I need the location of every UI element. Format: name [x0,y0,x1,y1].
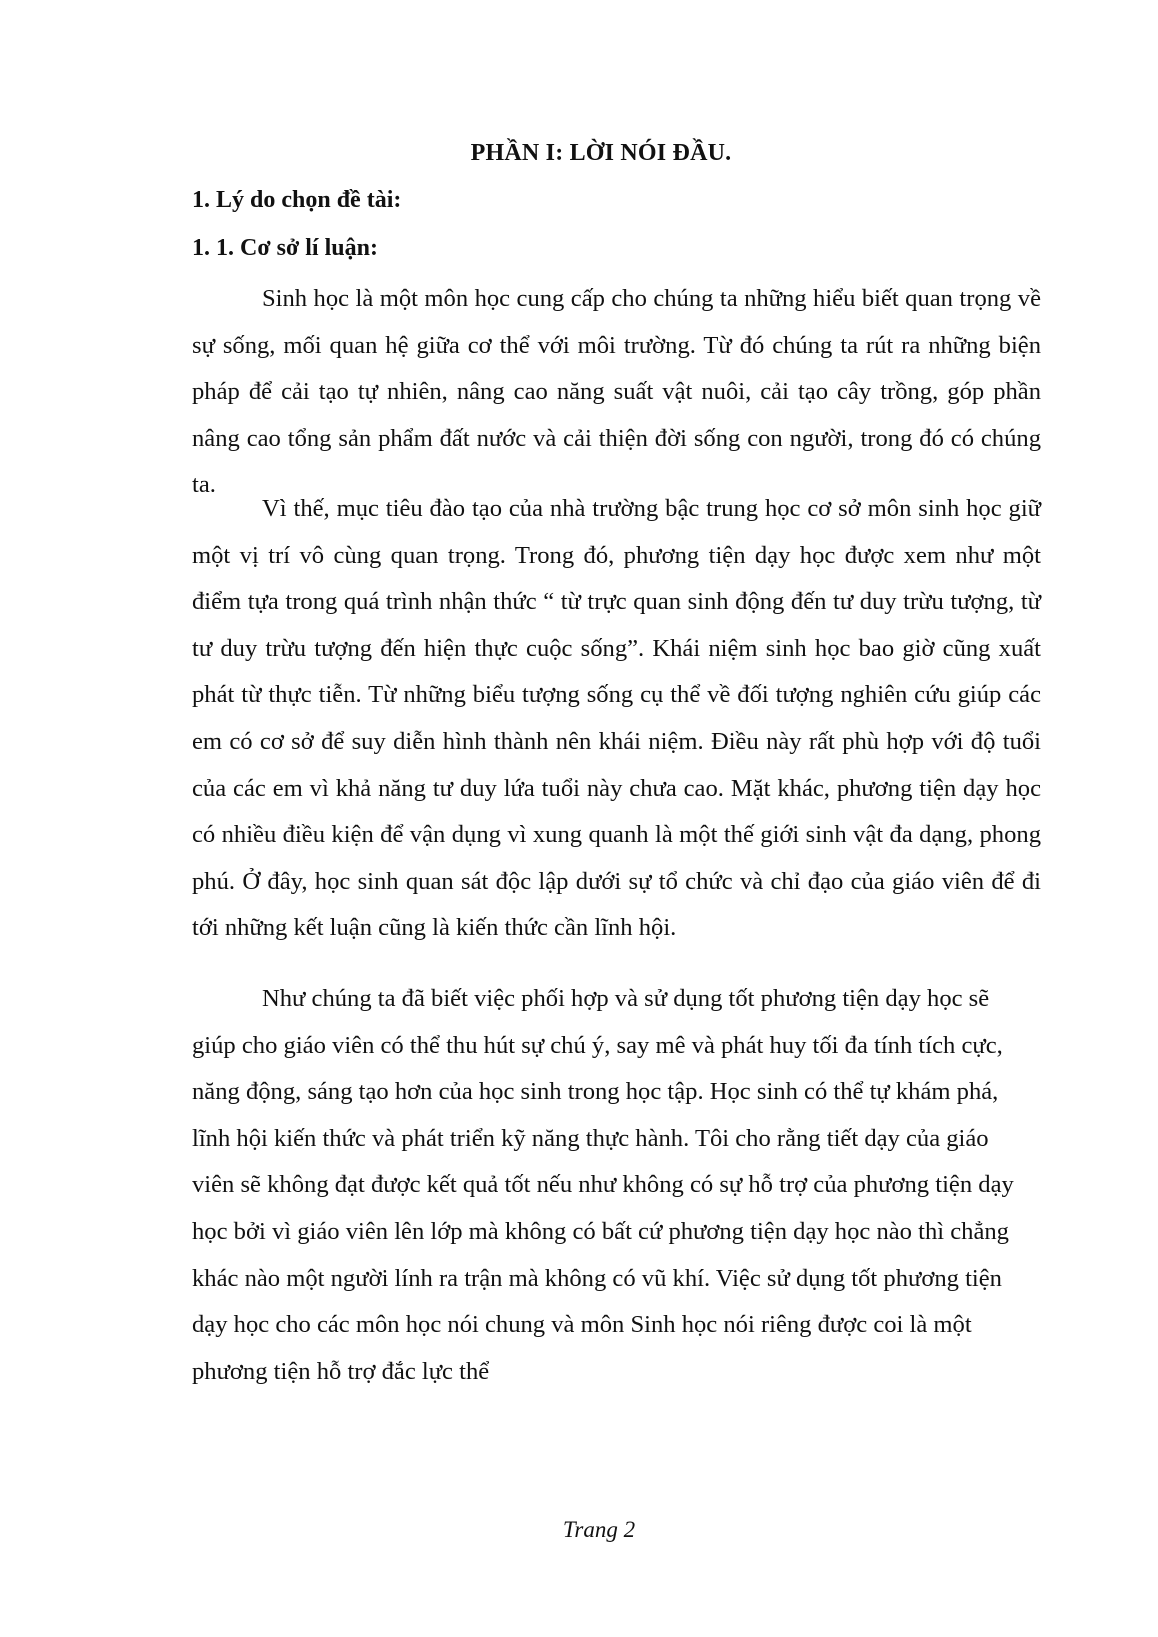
section-heading: 1. Lý do chọn đề tài: [192,187,402,213]
paragraph-2: Vì thế, mục tiêu đào tạo của nhà trường bậc trung học cơ sở môn sinh học giữ một vị trí vô cùng quan trọng. Trong đó, phương tiện dạy học được xem như một điểm tựa trong quá trình nhận thức “ từ trực quan sinh động đến tư duy trừu tượng, từ tư duy trừu tượng đến hiện thực cuộc sống”. Khái niệm sinh học bao giờ cũng xuất phát từ thực tiễn. Từ những biểu tượng sống cụ thể về đối tượng nghiên cứu giúp các em có cơ sở để suy diễn hình thành nên khái niệm. Điều này rất phù hợp với độ tuổi của các em vì khả năng tư duy lứa tuổi này chưa cao. Mặt khác, phương tiện dạy học có nhiều điều kiện để vận dụng vì xung quanh là một thế giới sinh vật đa dạng, phong phú. Ở đây, học sinh quan sát độc lập dưới sự tổ chức và chỉ đạo của giáo viên để đi tới những kết luận cũng là kiến thức cần lĩnh hội. [192,495,1041,942]
paragraph-1-block [192,276,1041,509]
page-title: PHẦN I: LỜI NÓI ĐẦU. [470,140,732,166]
paragraph-3: Như chúng ta đã biết việc phối hợp và sử dụng tốt phương tiện dạy học sẽ giúp cho giáo viên có thể thu hút sự chú ý, say mê và phát huy tối đa tính tích cực, năng động, sáng tạo hơn của học sinh trong học tập. Học sinh có thể tự khám phá, lĩnh hội kiến thức và phát triển kỹ năng thực hành. Tôi cho rằng tiết dạy của giáo viên sẽ không đạt được kết quả tốt nếu như không có sự hỗ trợ của phương tiện dạy học bởi vì giáo viên lên lớp mà không có bất cứ phương tiện dạy học nào thì chẳng khác nào một người lính ra trận mà không có vũ khí. Việc sử dụng tốt phương tiện dạy học cho các môn học nói chung và môn Sinh học nói riêng được coi là một phương tiện hỗ trợ đắc lực thể [192,985,1014,1385]
paragraph-3-block [192,976,1030,1395]
paragraph-1: Sinh học là một môn học cung cấp cho chúng ta những hiểu biết quan trọng về sự sống, mối quan hệ giữa cơ thể với môi trường. Từ đó chúng ta rút ra những biện pháp để cải tạo tự nhiên, nâng cao năng suất vật nuôi, cải tạo cây trồng, góp phần nâng cao tổng sản phẩm đất nước và cải thiện đời sống con người, trong đó có chúng ta. [192,285,1041,499]
subsection-heading: 1. 1. Cơ sở lí luận: [192,235,378,261]
page-number: Trang 2 [562,1517,636,1542]
paragraph-2-block [192,486,1041,952]
